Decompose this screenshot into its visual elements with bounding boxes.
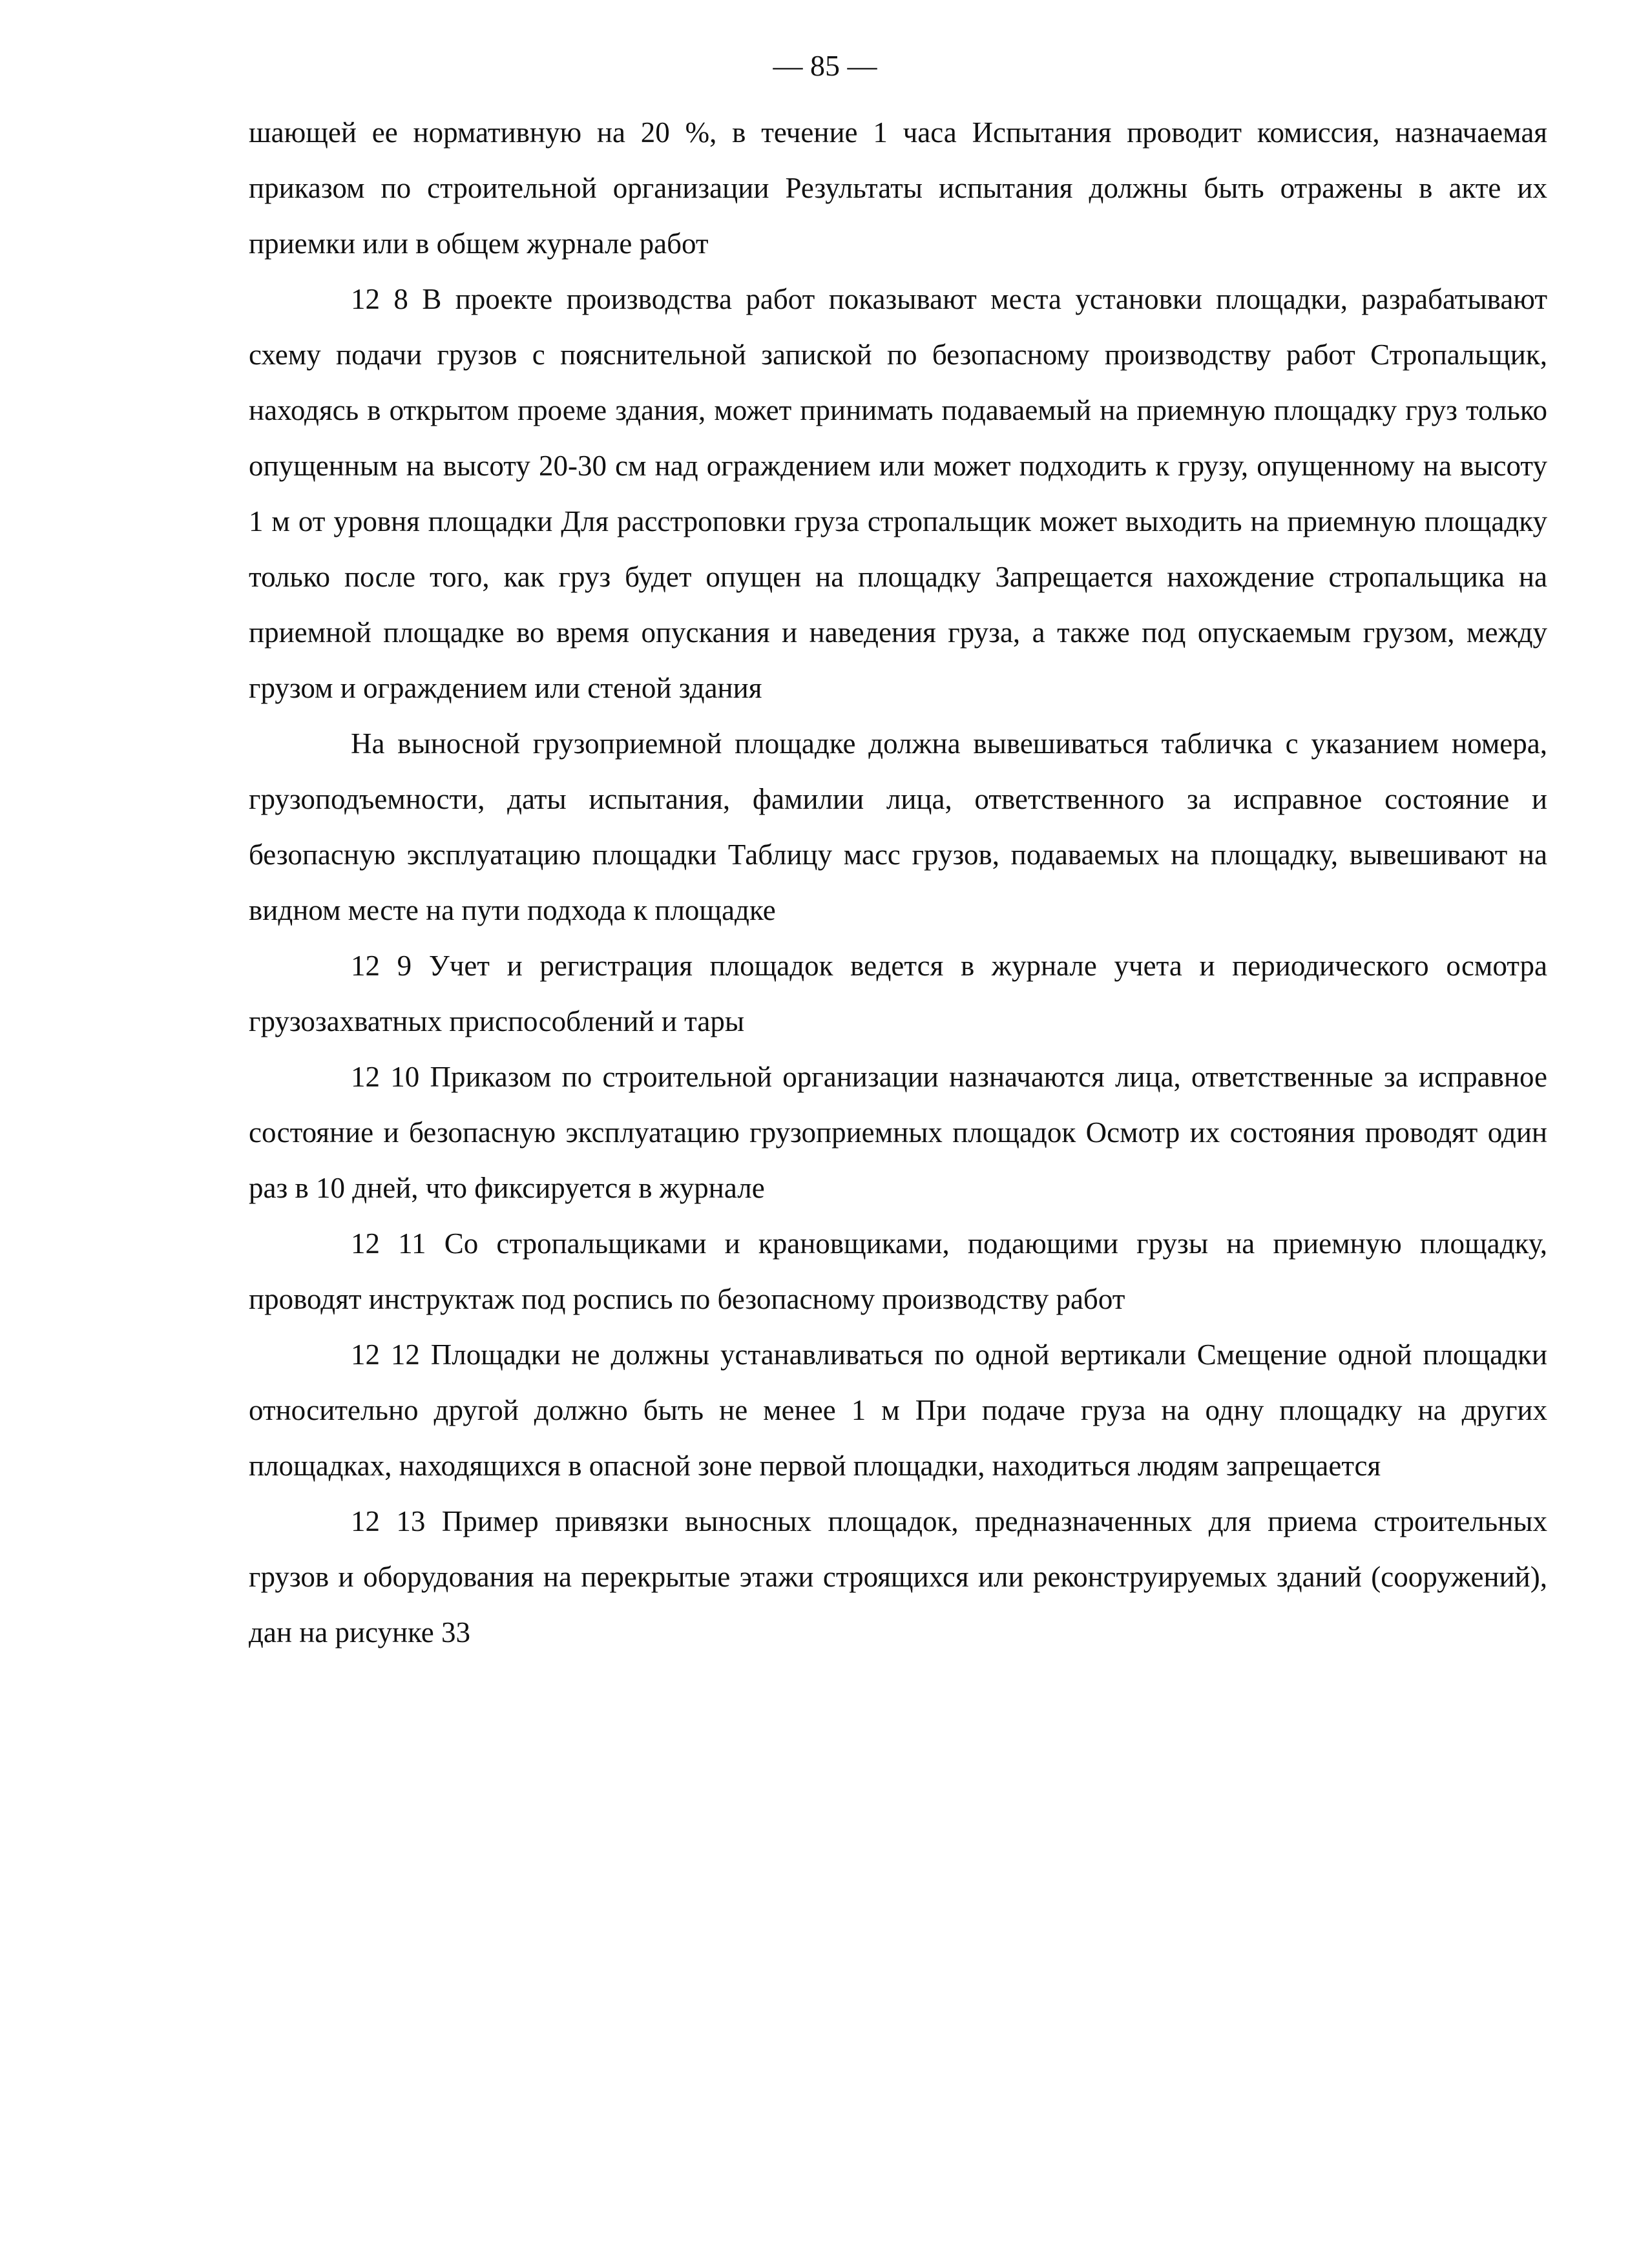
paragraph-12-12: 12 12 Площадки не должны устанавливаться по одной вертикали Смещение одной площадки относительно другой должно быть не менее 1 м При подаче груза на одну площадку на других площадках, находящихся в опасной зоне первой площадки, находиться людям запрещается xyxy=(249,1338,1547,1482)
paragraph-signboard: На выносной грузоприемной площадке должна вывешиваться табличка с указанием номера, грузоподъемности, даты испытания, фамилии лица, ответственного за исправное состояние и безопасную эксплуатацию площадки Таблицу масс грузов, подаваемых на площадку, вывешивают на видном месте на пути подхода к площадке xyxy=(249,727,1547,926)
paragraph-12-13: 12 13 Пример привязки выносных площадок, предназначенных для приема строительных грузов и оборудования на перекрытые этажи строящихся или реконструируемых зданий (сооружений), дан на рисунке 33 xyxy=(249,1505,1547,1649)
paragraph-12-11: 12 11 Со стропальщиками и крановщиками, подающими грузы на приемную площадку, проводят инструктаж под роспись по безопасному производству работ xyxy=(249,1227,1547,1315)
paragraph-12-9: 12 9 Учет и регистрация площадок ведется в журнале учета и периодического осмотра грузозахватных приспособлений и тары xyxy=(249,950,1547,1037)
body-text xyxy=(249,105,1547,1660)
page-number: — 85 — xyxy=(773,49,877,82)
paragraph-12-8: 12 8 В проекте производства работ показывают места установки площадки, разрабатывают схему подачи грузов с пояснительной запиской по безопасному производству работ Стропальщик, находясь в открытом проеме здания, может принимать подаваемый на приемную площадку груз только опущенным на высоту 20-30 см над ограждением или может подходить к грузу, опущенному на высоту 1 м от уровня площадки Для расстроповки груза стропальщик может выходить на приемную площадку только после того, как груз будет опущен на площадку Запрещается нахождение стропальщика на приемной площадке во время опускания и наведения груза, а также под опускаемым грузом, между грузом и ограждением или стеной здания xyxy=(249,283,1547,704)
paragraph-continuation: шающей ее нормативную на 20 %, в течение 1 часа Испытания проводит комиссия, назначаемая приказом по строительной организации Результаты испытания должны быть отражены в акте их приемки или в общем журнале работ xyxy=(249,116,1547,260)
paragraph-12-10: 12 10 Приказом по строительной организации назначаются лица, ответственные за исправное состояние и безопасную эксплуатацию грузоприемных площадок Осмотр их состояния проводят один раз в 10 дней, что фиксируется в журнале xyxy=(249,1061,1547,1204)
